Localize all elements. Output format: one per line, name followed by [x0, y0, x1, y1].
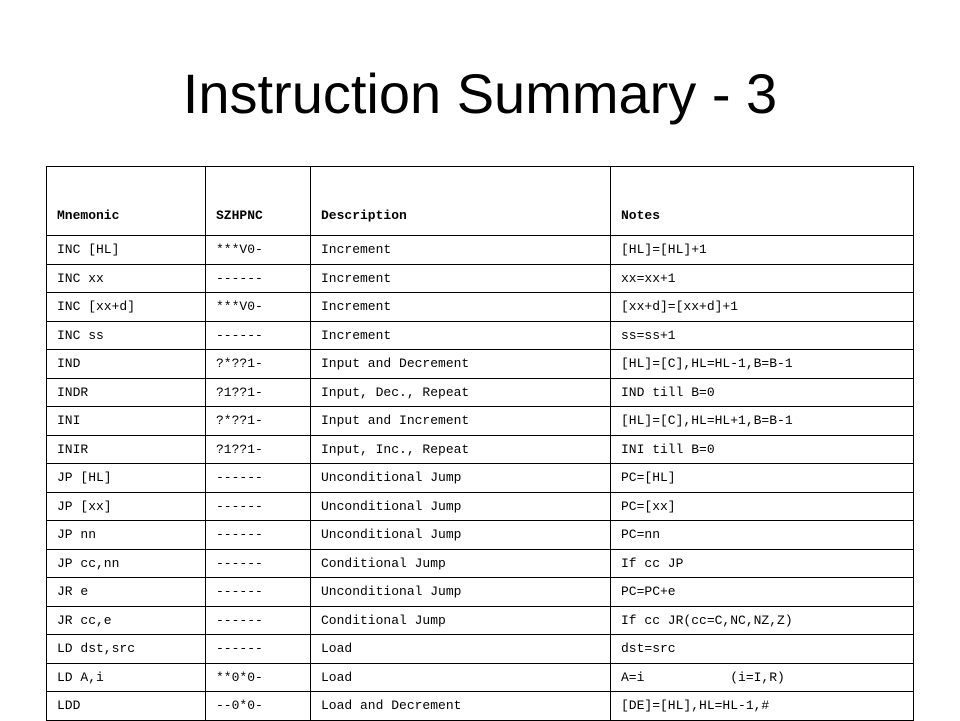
cell-description: Input, Inc., Repeat [311, 435, 611, 464]
table-row [47, 435, 914, 464]
cell-flags: ------ [206, 635, 311, 664]
header-description: Description [311, 167, 611, 236]
cell-flags: ------ [206, 264, 311, 293]
cell-flags: ------ [206, 606, 311, 635]
cell-flags: ------ [206, 321, 311, 350]
table-row [47, 521, 914, 550]
cell-mnemonic: INIR [47, 435, 206, 464]
cell-notes: [HL]=[C],HL=HL+1,B=B-1 [611, 407, 914, 436]
table-row [47, 293, 914, 322]
cell-notes: PC=[HL] [611, 464, 914, 493]
cell-mnemonic: JP [HL] [47, 464, 206, 493]
cell-notes: IND till B=0 [611, 378, 914, 407]
cell-notes: dst=src [611, 635, 914, 664]
cell-notes: [DE]=[HL],HL=HL-1,# [611, 692, 914, 721]
table-row [47, 236, 914, 265]
cell-mnemonic: INC [HL] [47, 236, 206, 265]
cell-notes: If cc JR(cc=C,NC,NZ,Z) [611, 606, 914, 635]
cell-description: Increment [311, 236, 611, 265]
cell-notes: PC=PC+e [611, 578, 914, 607]
table-row [47, 378, 914, 407]
cell-flags: ***V0- [206, 293, 311, 322]
cell-flags: ?*??1- [206, 350, 311, 379]
cell-description: Load [311, 635, 611, 664]
cell-description: Load and Decrement [311, 692, 611, 721]
cell-mnemonic: JP nn [47, 521, 206, 550]
table-row [47, 549, 914, 578]
cell-description: Increment [311, 264, 611, 293]
cell-description: Input and Decrement [311, 350, 611, 379]
cell-description: Input and Increment [311, 407, 611, 436]
cell-description: Conditional Jump [311, 606, 611, 635]
header-mnemonic: Mnemonic [47, 167, 206, 236]
cell-mnemonic: LD dst,src [47, 635, 206, 664]
cell-mnemonic: LDD [47, 692, 206, 721]
header-notes: Notes [611, 167, 914, 236]
cell-notes: INI till B=0 [611, 435, 914, 464]
cell-mnemonic: INC xx [47, 264, 206, 293]
cell-description: Unconditional Jump [311, 464, 611, 493]
cell-notes: [HL]=[C],HL=HL-1,B=B-1 [611, 350, 914, 379]
header-flags: SZHPNC [206, 167, 311, 236]
cell-mnemonic: JP cc,nn [47, 549, 206, 578]
table-row [47, 578, 914, 607]
cell-mnemonic: JR e [47, 578, 206, 607]
table-row [47, 606, 914, 635]
cell-notes: PC=nn [611, 521, 914, 550]
cell-description: Increment [311, 293, 611, 322]
cell-flags: --0*0- [206, 692, 311, 721]
cell-notes: xx=xx+1 [611, 264, 914, 293]
cell-description: Unconditional Jump [311, 492, 611, 521]
table-header-row [47, 167, 914, 236]
cell-flags: ------ [206, 578, 311, 607]
cell-mnemonic: INDR [47, 378, 206, 407]
cell-notes: [HL]=[HL]+1 [611, 236, 914, 265]
table-row [47, 464, 914, 493]
table-row [47, 321, 914, 350]
cell-mnemonic: JP [xx] [47, 492, 206, 521]
table-body [47, 236, 914, 721]
cell-flags: ------ [206, 521, 311, 550]
cell-notes: [xx+d]=[xx+d]+1 [611, 293, 914, 322]
cell-mnemonic: IND [47, 350, 206, 379]
cell-notes: If cc JP [611, 549, 914, 578]
cell-description: Conditional Jump [311, 549, 611, 578]
cell-flags: ------ [206, 464, 311, 493]
cell-flags: ------ [206, 549, 311, 578]
cell-description: Increment [311, 321, 611, 350]
cell-mnemonic: JR cc,e [47, 606, 206, 635]
cell-description: Unconditional Jump [311, 578, 611, 607]
cell-mnemonic: INI [47, 407, 206, 436]
cell-mnemonic: LD A,i [47, 663, 206, 692]
table-row [47, 692, 914, 721]
table-row [47, 264, 914, 293]
table-row [47, 407, 914, 436]
cell-flags: ------ [206, 492, 311, 521]
cell-flags: ?1??1- [206, 435, 311, 464]
cell-flags: ?1??1- [206, 378, 311, 407]
cell-description: Input, Dec., Repeat [311, 378, 611, 407]
instruction-summary-table [46, 166, 914, 721]
cell-notes: PC=[xx] [611, 492, 914, 521]
table-row [47, 350, 914, 379]
cell-notes: A=i (i=I,R) [611, 663, 914, 692]
table-row [47, 492, 914, 521]
cell-notes: ss=ss+1 [611, 321, 914, 350]
cell-description: Unconditional Jump [311, 521, 611, 550]
cell-flags: ?*??1- [206, 407, 311, 436]
cell-mnemonic: INC ss [47, 321, 206, 350]
slide-title: Instruction Summary - 3 [182, 62, 778, 125]
cell-flags: **0*0- [206, 663, 311, 692]
table-row [47, 635, 914, 664]
cell-description: Load [311, 663, 611, 692]
cell-mnemonic: INC [xx+d] [47, 293, 206, 322]
table-row [47, 663, 914, 692]
cell-flags: ***V0- [206, 236, 311, 265]
